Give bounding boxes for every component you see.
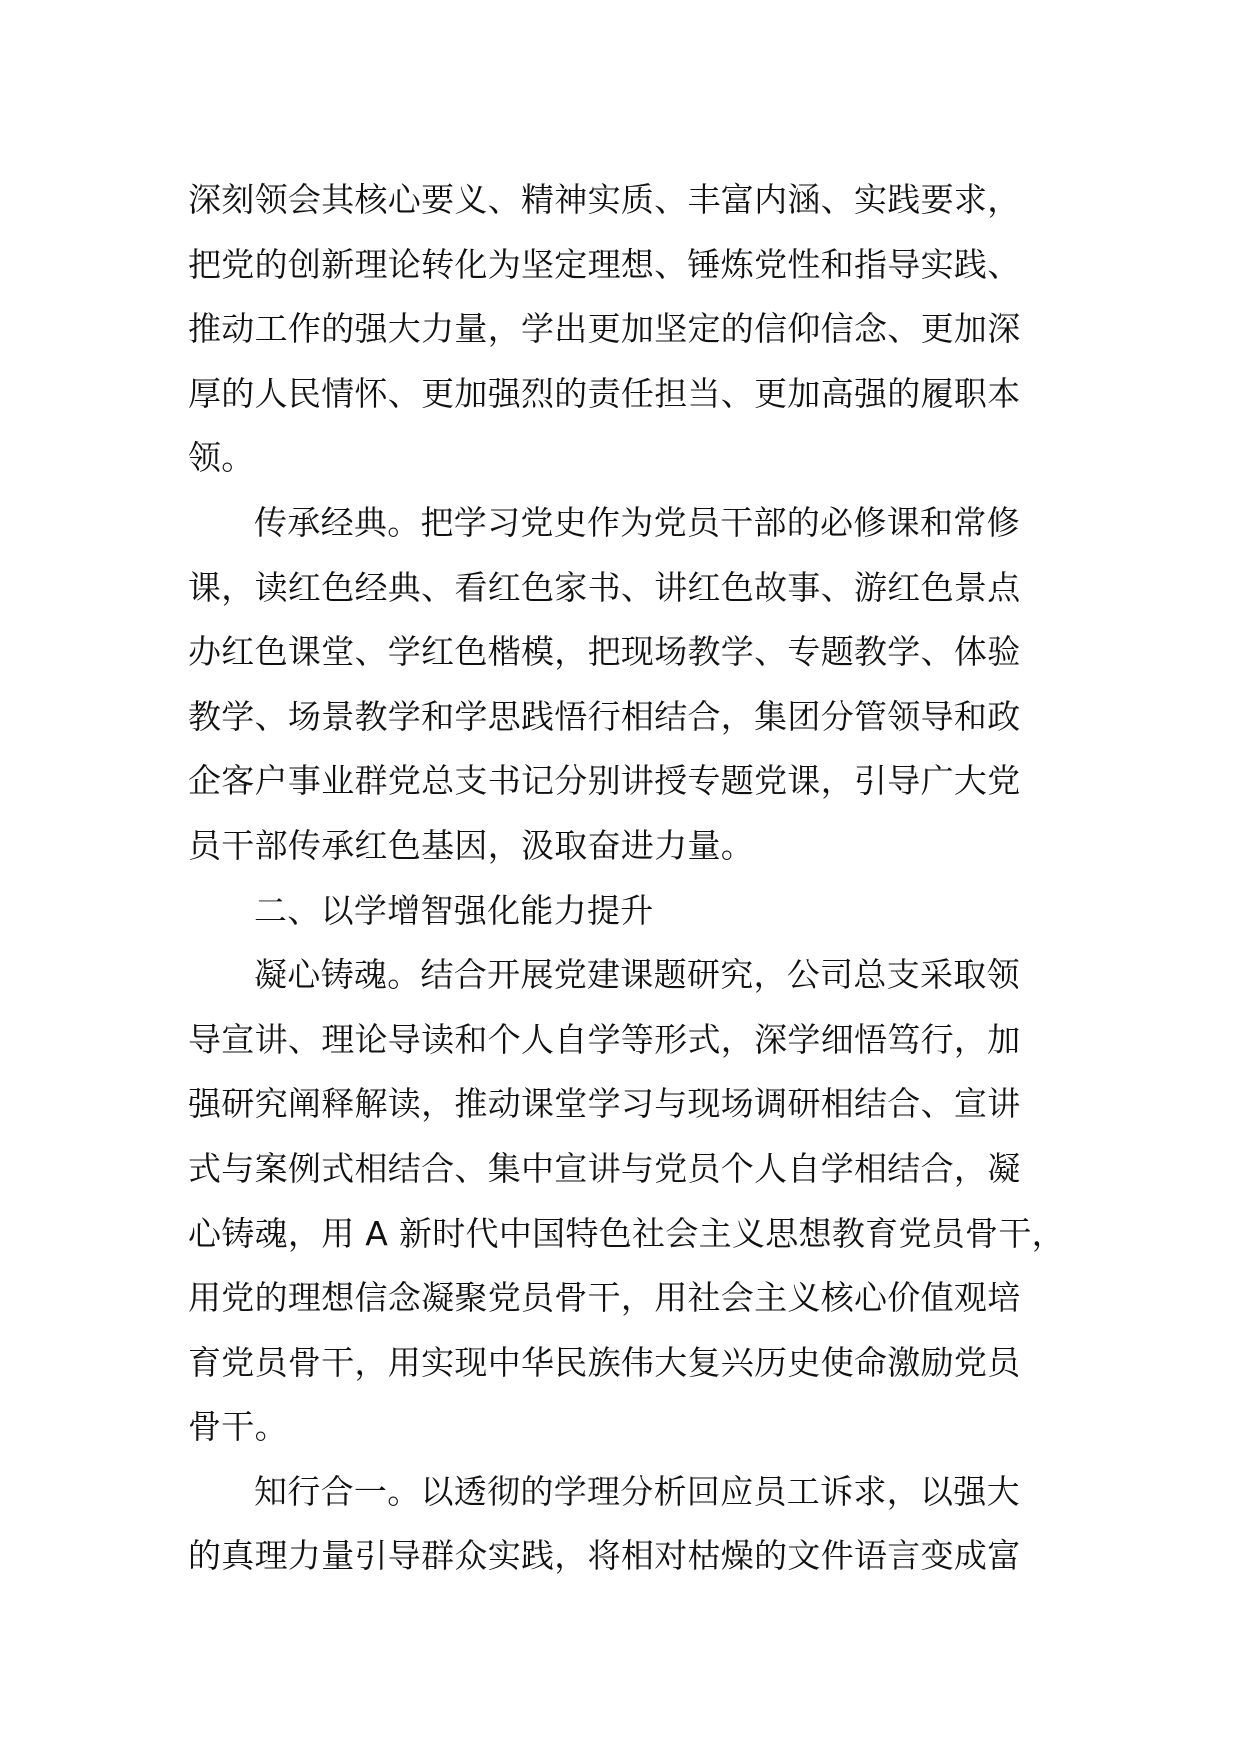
paragraph-heading-line: 知行合一。以透彻的学理分析回应员工诉求，以强大 <box>254 1471 1020 1511</box>
text-line: 教学、场景教学和学思践悟行相结合，集团分管领导和政 <box>188 696 1021 736</box>
paragraph-heading-line: 传承经典。把学习党史作为党员干部的必修课和常修 <box>254 502 1020 542</box>
paragraph-heading-line: 凝心铸魂。结合开展党建课题研究，公司总支采取领 <box>254 955 1020 995</box>
text-line: 推动工作的强大力量，学出更加坚定的信仰信念、更加深 <box>188 309 1021 349</box>
document-body <box>188 168 1088 1589</box>
text-line: 领。 <box>188 438 255 478</box>
text-line: 深刻领会其核心要义、精神实质、丰富内涵、实践要求， <box>188 180 1021 219</box>
text-line: 骨干。 <box>188 1407 288 1447</box>
text-line: 员干部传承红色基因，汲取奋进力量。 <box>188 825 755 865</box>
text-line: 心铸魂，用 A 新时代中国特色社会主义思想教育党员骨干， <box>188 1213 1065 1253</box>
text-line: 办红色课堂、学红色楷模，把现场教学、专题教学、体验 <box>188 632 1021 672</box>
section-heading: 二、以学增智强化能力提升 <box>254 890 654 930</box>
text-line: 厚的人民情怀、更加强烈的责任担当、更加高强的履职本 <box>188 373 1021 413</box>
text-line: 导宣讲、理论导读和个人自学等形式，深学细悟笃行，加 <box>188 1019 1021 1059</box>
text-line: 的真理力量引导群众实践，将相对枯燥的文件语言变成富 <box>188 1536 1021 1576</box>
text-line: 强研究阐释解读，推动课堂学习与现场调研相结合、宣讲 <box>188 1084 1021 1124</box>
text-line: 育党员骨干，用实现中华民族伟大复兴历史使命激励党员 <box>188 1342 1021 1382</box>
text-line: 式与案例式相结合、集中宣讲与党员个人自学相结合，凝 <box>188 1148 1021 1188</box>
text-line: 企客户事业群党总支书记分别讲授专题党课，引导广大党 <box>188 761 1021 801</box>
text-line: 把党的创新理论转化为坚定理想、锤炼党性和指导实践、 <box>188 244 1021 284</box>
text-line: 用党的理想信念凝聚党员骨干，用社会主义核心价值观培 <box>188 1278 1021 1318</box>
text-line: 课，读红色经典、看红色家书、讲红色故事、游红色景点 <box>188 567 1021 607</box>
